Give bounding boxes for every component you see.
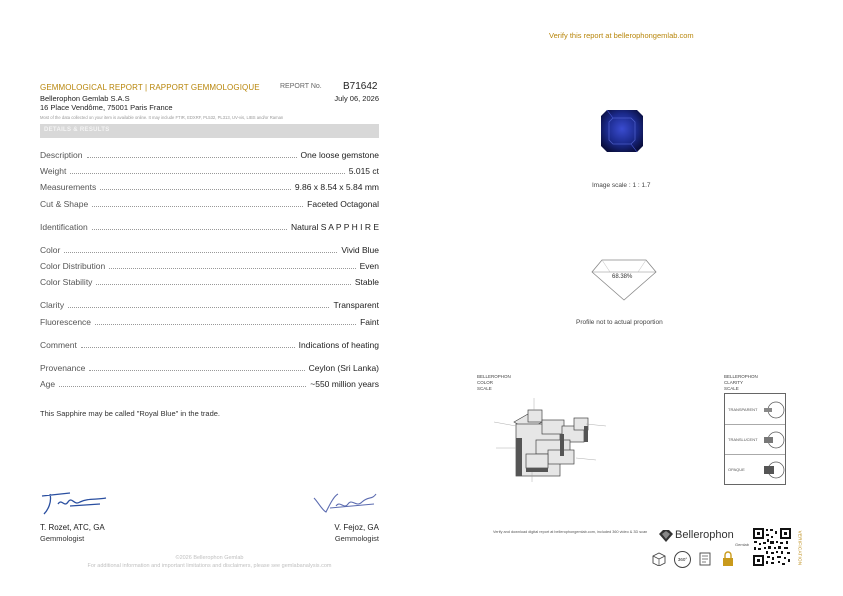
detail-value: Transparent [333, 300, 379, 310]
report-date: July 06, 2026 [334, 94, 379, 103]
detail-row [40, 275, 379, 287]
clarity-scale-title-2: CLARITY [724, 380, 744, 385]
color-scale-title-2: COLOR [477, 380, 494, 385]
leader-dots [96, 284, 350, 285]
badge-360-icon: 360° [674, 551, 691, 568]
detail-row [40, 180, 379, 192]
section-band [40, 124, 379, 138]
detail-value: Vivid Blue [341, 245, 379, 255]
leader-dots [59, 386, 306, 387]
color-scale-title-3: SCALE [477, 386, 492, 391]
detail-value: Even [359, 261, 379, 271]
detail-row [40, 164, 379, 176]
detail-value: ~550 million years [310, 379, 379, 389]
detail-value: 5.015 ct [348, 166, 379, 176]
detail-value: Faceted Octagonal [307, 199, 379, 209]
detail-row [40, 298, 379, 310]
detail-label: Clarity [40, 300, 65, 310]
leader-dots [100, 189, 291, 190]
detail-label: Description [40, 150, 83, 160]
detail-value: One loose gemstone [300, 150, 379, 160]
detail-row [40, 377, 379, 389]
profile-caption: Profile not to actual proportion [576, 319, 663, 326]
clarity-ovals [763, 400, 785, 480]
lab-address: 16 Place Vendôme, 75001 Paris France [40, 103, 173, 112]
leader-dots [68, 307, 329, 308]
detail-value: Indications of heating [298, 340, 379, 350]
detail-label: Measurements [40, 182, 97, 192]
detail-label: Color Distribution [40, 261, 106, 271]
signer-role: Gemmologist [40, 534, 85, 543]
detail-label: Fluorescence [40, 317, 92, 327]
lab-name: Bellerophon Gemlab S.A.S [40, 94, 130, 103]
qr-code[interactable] [752, 527, 792, 567]
disclaimer: For additional information and important limitations and disclaimers, please see gemlabanalysis.com [87, 563, 332, 569]
detail-row [40, 197, 379, 209]
verify-digital-note: Verify and download digital report at bellerophongemlab.com, included 360 video & 3D scan [493, 530, 648, 534]
detail-value: 9.86 x 8.54 x 5.84 mm [294, 182, 379, 192]
detail-label: Provenance [40, 363, 86, 373]
section-title: DETAILS & RESULTS [44, 127, 110, 133]
detail-label: Color Stability [40, 277, 93, 287]
detail-row [40, 220, 379, 232]
trade-note: This Sapphire may be called "Royal Blue" in the trade. [40, 409, 221, 418]
clarity-level-label: TRANSPARENT [728, 407, 758, 412]
detail-value: Natural S A P P H I R E [290, 222, 379, 232]
profile-percent: 68.38% [612, 274, 633, 280]
signer-name: T. Rozet, ATC, GA [40, 523, 105, 532]
gem-box-icon [651, 552, 667, 566]
leader-dots [109, 268, 355, 269]
color-scale-diagram [476, 392, 612, 486]
report-title: GEMMOLOGICAL REPORT | RAPPORT GEMMOLOGIQUE [40, 83, 260, 92]
clarity-scale-box [724, 393, 786, 485]
gemstone-image [599, 108, 645, 154]
detail-label: Age [40, 379, 56, 389]
color-scale-title-1: BELLEROPHON [477, 374, 511, 379]
image-scale: Image scale : 1 : 1.7 [592, 182, 651, 189]
signer-role: Gemmologist [334, 534, 379, 543]
detail-row [40, 148, 379, 160]
signer-name: V. Fejoz, GA [334, 523, 379, 532]
detail-value: Faint [360, 317, 379, 327]
leader-dots [92, 206, 303, 207]
verification-text: VERIFICATION [797, 530, 803, 566]
leader-dots [87, 157, 297, 158]
brand-name: Bellerophon [675, 529, 734, 541]
detail-label: Color [40, 245, 61, 255]
detail-value: Stable [354, 277, 379, 287]
detail-row [40, 361, 379, 373]
leader-dots [70, 173, 344, 174]
signature-rozet [40, 490, 110, 518]
copyright: ©2026 Bellerophon Gemlab [175, 555, 244, 561]
leader-dots [89, 370, 304, 371]
leader-dots [81, 347, 295, 348]
detail-row [40, 315, 379, 327]
lock-icon [721, 551, 735, 567]
profile-diagram [590, 258, 658, 302]
report-number: B71642 [343, 81, 378, 92]
clarity-level-label: TRANSLUCENT [728, 437, 758, 442]
clarity-scale-title-3: SCALE [724, 386, 739, 391]
signature-fejoz [310, 488, 380, 518]
leader-dots [95, 324, 356, 325]
leader-dots [92, 229, 287, 230]
clarity-level-label: OPAQUE [728, 467, 745, 472]
verify-link[interactable]: Verify this report at bellerophongemlab.com [549, 31, 694, 40]
clarity-scale-title-1: BELLEROPHON [724, 374, 758, 379]
verification-side-label [795, 528, 805, 568]
detail-label: Comment [40, 340, 77, 350]
brand-sub: Gemlab [735, 542, 750, 547]
detail-row [40, 338, 379, 350]
detail-row [40, 259, 379, 271]
detail-label: Identification [40, 222, 88, 232]
fine-print: Most of the data collected on your item is available online. It may include FTIR, EDXRF, PL532, PL313, UV-vis, LIBS and/or Raman [40, 115, 284, 120]
document-icon [698, 552, 712, 566]
leader-dots [64, 252, 337, 253]
detail-value: Ceylon (Sri Lanka) [308, 363, 379, 373]
report-no-label: REPORT No. [280, 83, 322, 90]
detail-label: Weight [40, 166, 67, 176]
detail-row [40, 243, 379, 255]
detail-label: Cut & Shape [40, 199, 89, 209]
bellerophon-logo-icon [659, 530, 673, 542]
